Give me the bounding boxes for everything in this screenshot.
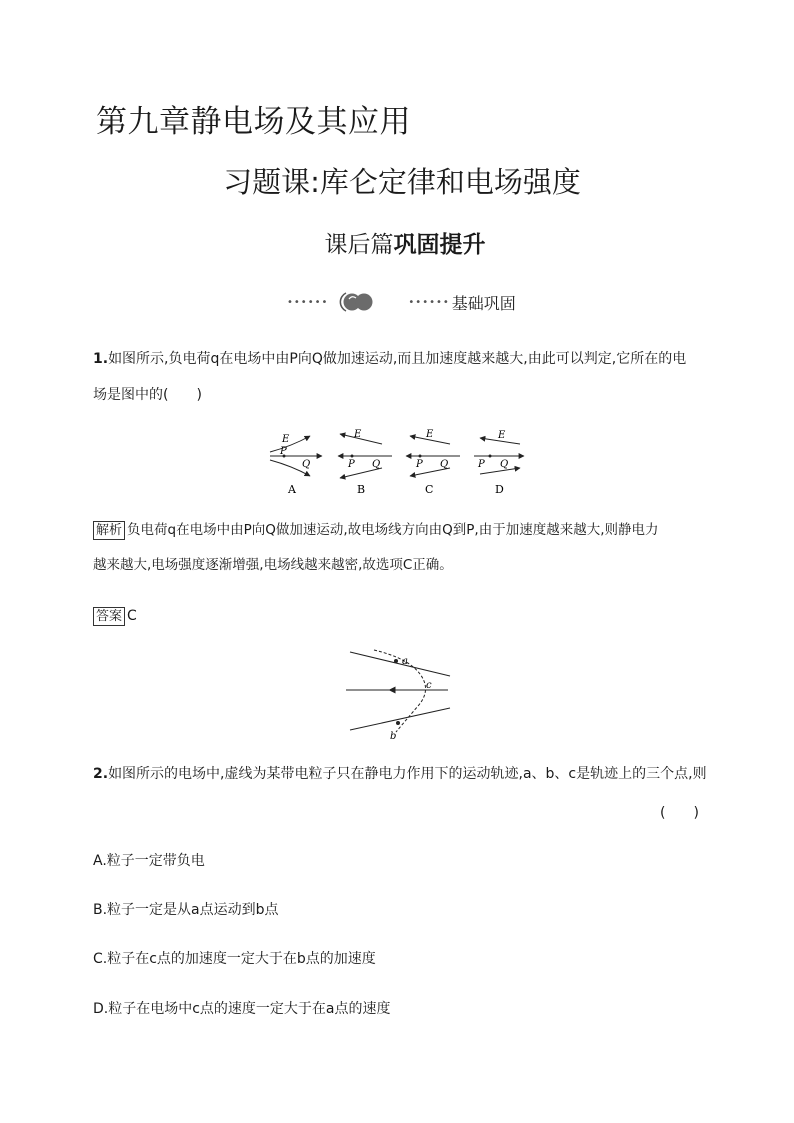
question-1-number: 1. xyxy=(93,351,109,367)
subtitle-bold: 巩固提升 xyxy=(393,232,486,258)
question-1-figure xyxy=(262,424,532,498)
subtitle-normal: 课后篇 xyxy=(324,232,394,258)
question-2-option-a: A.粒子一定带负电 xyxy=(93,853,205,869)
figure-b-e-label: E xyxy=(354,429,362,440)
question-1 xyxy=(93,348,703,406)
question-2-option-c: C.粒子在c点的加速度一定大于在b点的加速度 xyxy=(93,951,376,967)
subtitle xyxy=(0,226,794,259)
section-emblem-icon xyxy=(334,289,378,315)
question-1-answer xyxy=(93,605,703,627)
figure-a-q-label: Q xyxy=(302,459,311,470)
figure-point-b: b xyxy=(390,731,397,742)
question-2-option-b: B.粒子一定是从a点运动到b点 xyxy=(93,902,279,918)
figure-option-a xyxy=(270,434,322,496)
figure-c-e-label: E xyxy=(426,429,434,440)
figure-option-d xyxy=(474,430,524,496)
analysis-label: 解析 xyxy=(93,521,125,540)
figure-c-q-label: Q xyxy=(440,459,449,470)
question-1-analysis xyxy=(93,519,713,576)
figure-point-c: c xyxy=(426,680,432,691)
analysis-text-2: 越来越大,电场强度逐渐增强,电场线越来越密,故选项C正确。 xyxy=(93,557,453,573)
section-label: 基础巩固 xyxy=(451,293,516,313)
question-1-line-1 xyxy=(93,348,703,370)
analysis-line-1 xyxy=(93,519,713,541)
question-2-figure xyxy=(340,644,460,744)
figure-option-c xyxy=(406,429,460,496)
question-1-text-2: 场是图中的( ) xyxy=(93,387,202,403)
figure-d-option-label: D xyxy=(495,483,504,496)
figure-a-e-label: E xyxy=(282,434,290,445)
figure-d-p-label: P xyxy=(478,459,485,470)
figure-d-e-label: E xyxy=(498,430,506,441)
question-2-option-d: D.粒子在电场中c点的速度一定大于在a点的速度 xyxy=(93,1001,391,1017)
figure-a-p-label: P xyxy=(280,446,287,457)
question-2 xyxy=(93,763,708,785)
figure-b-option-label: B xyxy=(357,483,366,496)
section-header xyxy=(287,288,516,316)
section-dots-left: •••••• xyxy=(287,296,329,308)
question-2-blank: ( ) xyxy=(660,805,699,821)
figure-point-a: a xyxy=(402,656,408,667)
question-2-line xyxy=(93,763,708,785)
chapter-title: 第九章静电场及其应用 xyxy=(96,104,411,140)
figure-option-b xyxy=(338,429,392,496)
figure-b-p-label: P xyxy=(348,459,355,470)
question-2-text: 如图所示的电场中,虚线为某带电粒子只在静电力作用下的运动轨迹,a、b、c是轨迹上的三个点,则 xyxy=(108,766,707,782)
answer-value: C xyxy=(127,608,137,624)
question-1-text-1: 如图所示,负电荷q在电场中由P向Q做加速运动,而且加速度越来越大,由此可以判定,它所在的电 xyxy=(108,351,687,367)
analysis-text-1: 负电荷q在电场中由P向Q做加速运动,故电场线方向由Q到P,由于加速度越来越大,则静电力 xyxy=(127,522,659,538)
figure-a-option-label: A xyxy=(288,483,296,496)
lesson-title: 习题课:库仑定律和电场强度 xyxy=(223,165,581,199)
answer-label: 答案 xyxy=(93,607,125,626)
figure-b-q-label: Q xyxy=(372,459,381,470)
figure-c-p-label: P xyxy=(416,459,423,470)
question-2-number: 2. xyxy=(93,766,109,782)
figure-c-option-label: C xyxy=(425,483,434,496)
section-dots-right: •••••• xyxy=(408,296,450,308)
figure-d-q-label: Q xyxy=(500,459,509,470)
